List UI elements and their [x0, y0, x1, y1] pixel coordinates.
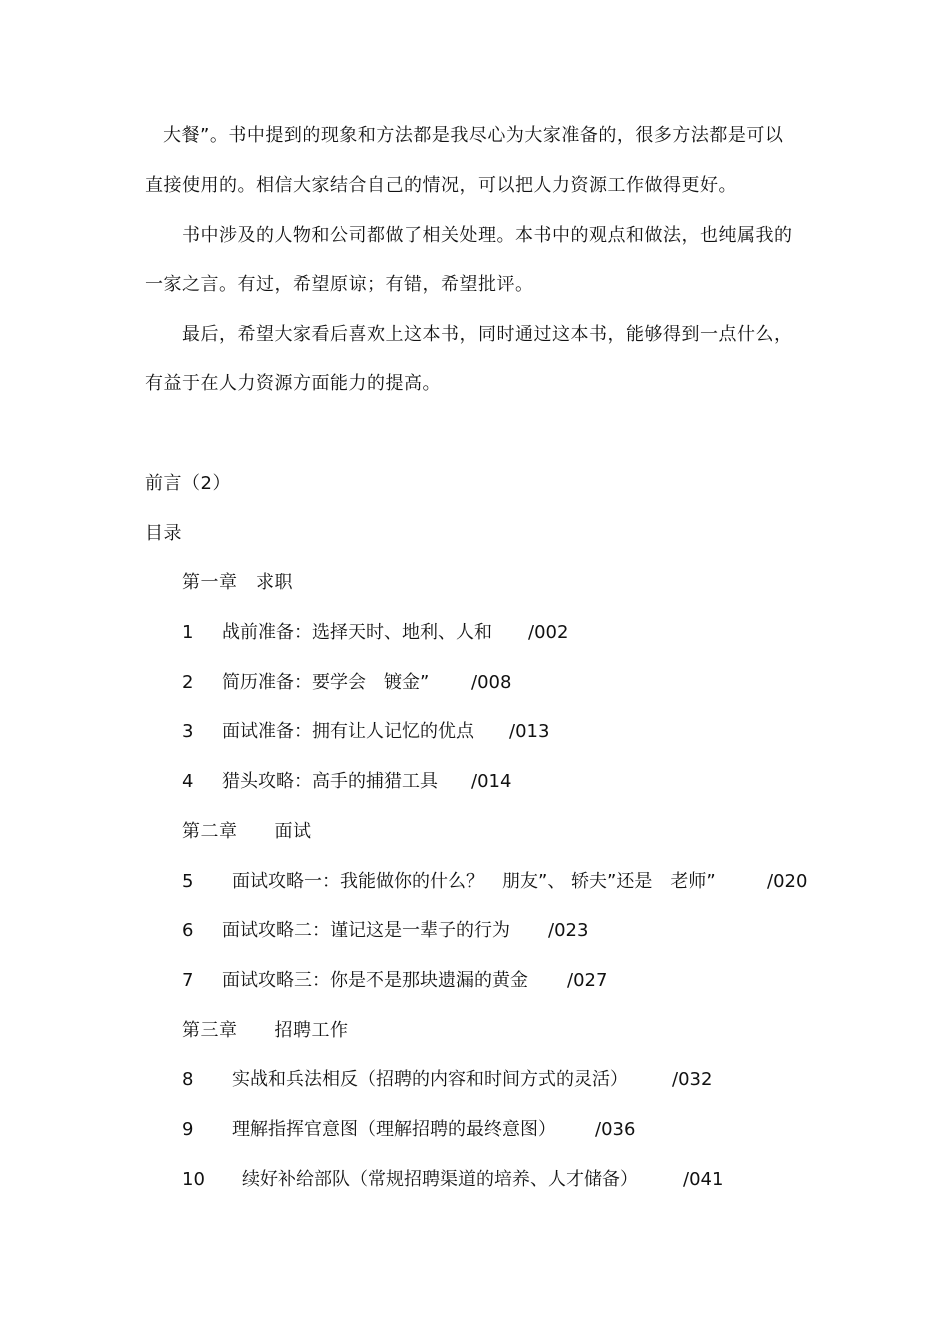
toc-heading: 目录: [145, 523, 182, 544]
preface-line: 一家之言。有过，希望原谅；有错，希望批评。: [145, 274, 534, 295]
toc-entry-page: /020: [767, 871, 808, 892]
preface-line: 书中涉及的人物和公司都做了相关处理。本书中的观点和做法，也纯属我的: [182, 225, 793, 246]
toc-entry-title: 面试准备：拥有让人记忆的优点: [222, 721, 474, 742]
toc-entry-title: 面试攻略一：我能做你的什么？ 朋友”、 轿夫”还是 老师”: [232, 871, 716, 892]
toc-entry-number: 8: [182, 1069, 194, 1090]
toc-entry-page: /002: [528, 622, 569, 643]
toc-entry-page: /008: [471, 672, 512, 693]
toc-entry-page: /014: [471, 771, 512, 792]
toc-entry-title: 战前准备：选择天时、地利、人和: [222, 622, 492, 643]
toc-entry-page: /027: [567, 970, 608, 991]
toc-entry-number: 6: [182, 920, 194, 941]
toc-entry-title: 猎头攻略：高手的捕猎工具: [222, 771, 438, 792]
toc-entry-number: 3: [182, 721, 194, 742]
chapter-title: 第二章 面试: [182, 821, 312, 842]
toc-entry-page: /036: [595, 1119, 636, 1140]
toc-entry-title: 面试攻略二：谨记这是一辈子的行为: [222, 920, 510, 941]
preface-line: 直接使用的。相信大家结合自己的情况，可以把人力资源工作做得更好。: [145, 175, 737, 196]
chapter-title: 第一章 求职: [182, 572, 293, 593]
preface-line: 有益于在人力资源方面能力的提高。: [145, 373, 441, 394]
toc-preface-label: 前言（2）: [145, 473, 231, 494]
toc-entry-page: /023: [548, 920, 589, 941]
toc-entry-page: /032: [672, 1069, 713, 1090]
toc-entry-title: 理解指挥官意图（理解招聘的最终意图）: [232, 1119, 556, 1140]
toc-entry-title: 面试攻略三：你是不是那块遗漏的黄金: [222, 970, 528, 991]
preface-line: 大餐”。书中提到的现象和方法都是我尽心为大家准备的，很多方法都是可以: [163, 125, 784, 146]
toc-entry-number: 9: [182, 1119, 194, 1140]
toc-entry-number: 5: [182, 871, 194, 892]
toc-entry-title: 简历准备：要学会 镀金”: [222, 672, 430, 693]
toc-entry-page: /013: [509, 721, 550, 742]
preface-line: 最后，希望大家看后喜欢上这本书，同时通过这本书，能够得到一点什么，: [182, 324, 793, 345]
toc-entry-number: 10: [182, 1169, 205, 1190]
toc-entry-title: 实战和兵法相反（招聘的内容和时间方式的灵活）: [232, 1069, 628, 1090]
toc-entry-title: 续好补给部队（常规招聘渠道的培养、人才储备）: [242, 1169, 638, 1190]
toc-entry-page: /041: [683, 1169, 724, 1190]
toc-entry-number: 1: [182, 622, 194, 643]
toc-entry-number: 7: [182, 970, 194, 991]
toc-entry-number: 2: [182, 672, 194, 693]
chapter-title: 第三章 招聘工作: [182, 1020, 349, 1041]
toc-entry-number: 4: [182, 771, 194, 792]
